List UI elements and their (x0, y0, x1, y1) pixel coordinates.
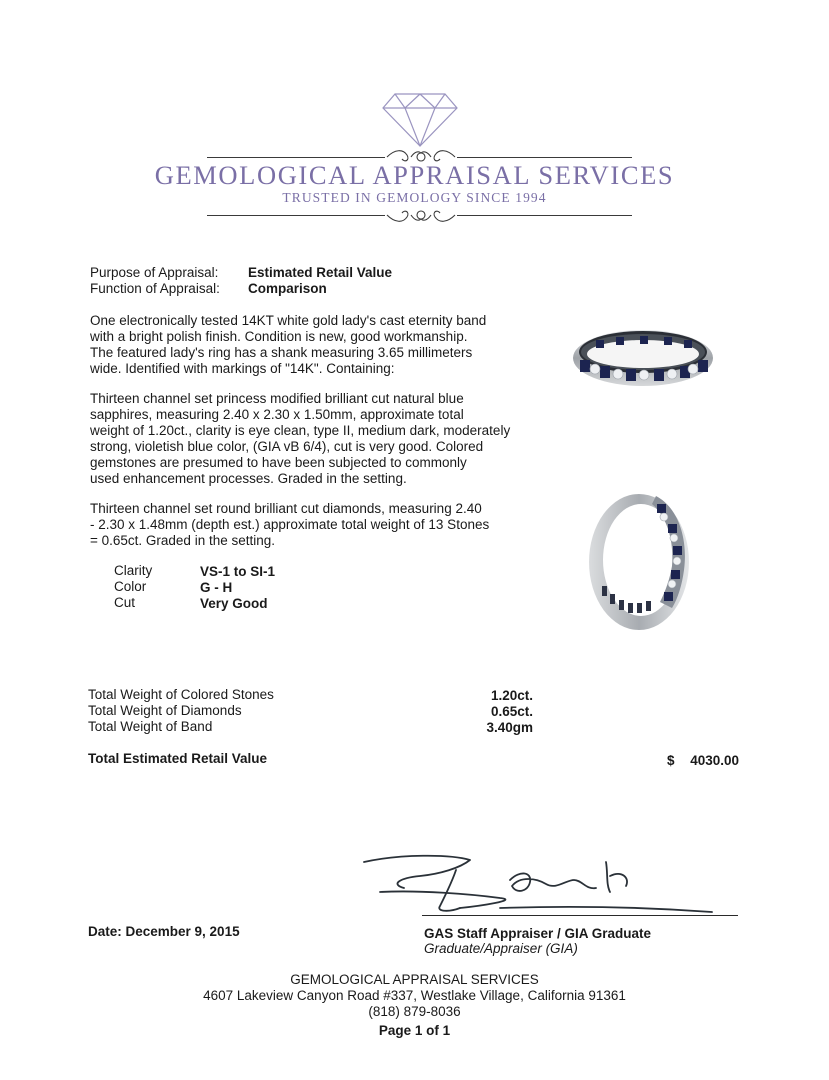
grading-label: Color (114, 579, 147, 594)
footer-company: GEMOLOGICAL APPRAISAL SERVICES (290, 972, 539, 987)
function-label: Function of Appraisal: (90, 281, 220, 296)
footer-phone: (818) 879-8036 (368, 1004, 461, 1019)
sapphire-description (90, 391, 530, 487)
total-label: Total Weight of Band (88, 719, 213, 734)
grading-value: Very Good (200, 596, 268, 611)
sapphire-line: sapphires, measuring 2.40 x 2.30 x 1.50mm, approximate total (90, 407, 464, 422)
flourish-bottom-icon (385, 205, 457, 225)
company-tagline: TRUSTED IN GEMOLOGY SINCE 1994 (282, 190, 547, 205)
diamond-description (90, 501, 530, 549)
total-label: Total Weight of Diamonds (88, 703, 242, 718)
sapphire-line: strong, violetish blue color, (GIA vB 6/4), cut is very good. Colored (90, 439, 484, 454)
description-line: wide. Identified with markings of "14K". Containing: (90, 361, 395, 376)
purpose-value: Estimated Retail Value (248, 265, 393, 280)
diamond-line: Thirteen channel set round brilliant cut diamonds, measuring 2.40 (90, 501, 482, 516)
ring-photo-angled (584, 490, 694, 635)
description-line: with a bright polish finish. Condition is new, good workmanship. (90, 329, 468, 344)
currency-symbol: $ (667, 753, 675, 768)
sapphire-line: used enhancement processes. Graded in the setting. (90, 471, 407, 486)
grading-label: Clarity (114, 563, 153, 578)
diamond-logo-icon (381, 92, 459, 148)
total-value: 3.40gm (486, 720, 533, 735)
ring-photo-side (566, 318, 720, 404)
grading-value: G - H (200, 580, 233, 595)
appraiser-signature (360, 850, 720, 920)
sapphire-line: Thirteen channel set princess modified brilliant cut natural blue (90, 391, 464, 406)
total-label: Total Weight of Colored Stones (88, 687, 274, 702)
sapphire-line: gemstones are presumed to have been subjected to commonly (90, 455, 467, 470)
appraiser-subtitle: Graduate/Appraiser (GIA) (424, 941, 578, 956)
total-value: 0.65ct. (490, 704, 533, 719)
diamond-line: = 0.65ct. Graded in the setting. (90, 533, 275, 548)
sapphire-line: weight of 1.20ct., clarity is eye clean, type II, medium dark, moderately (90, 423, 511, 438)
header-rule-top-left (207, 157, 385, 158)
description-line: The featured lady's ring has a shank measuring 3.65 millimeters (90, 345, 473, 360)
grading-label: Cut (114, 595, 136, 610)
purpose-label: Purpose of Appraisal: (90, 265, 219, 280)
company-name: GEMOLOGICAL APPRAISAL SERVICES (154, 160, 675, 190)
header-rule-bottom-left (207, 215, 385, 216)
appraisal-date: Date: December 9, 2015 (88, 924, 240, 939)
header-rule-top-right (457, 157, 632, 158)
footer-address: 4607 Lakeview Canyon Road #337, Westlake Village, California 91361 (203, 988, 626, 1003)
appraiser-title: GAS Staff Appraiser / GIA Graduate (424, 926, 652, 941)
retail-value-amount: 4030.00 (690, 753, 739, 768)
signature-line (422, 915, 738, 916)
band-description (90, 313, 530, 377)
function-value: Comparison (248, 281, 327, 296)
page-number: Page 1 of 1 (378, 1023, 451, 1038)
description-line: One electronically tested 14KT white gold lady's cast eternity band (90, 313, 487, 328)
total-value: 1.20ct. (490, 688, 533, 703)
diamond-line: - 2.30 x 1.48mm (depth est.) approximate total weight of 13 Stones (90, 517, 490, 532)
grading-value: VS-1 to SI-1 (200, 564, 276, 579)
header-rule-bottom-right (457, 215, 632, 216)
retail-value-label: Total Estimated Retail Value (88, 751, 268, 766)
